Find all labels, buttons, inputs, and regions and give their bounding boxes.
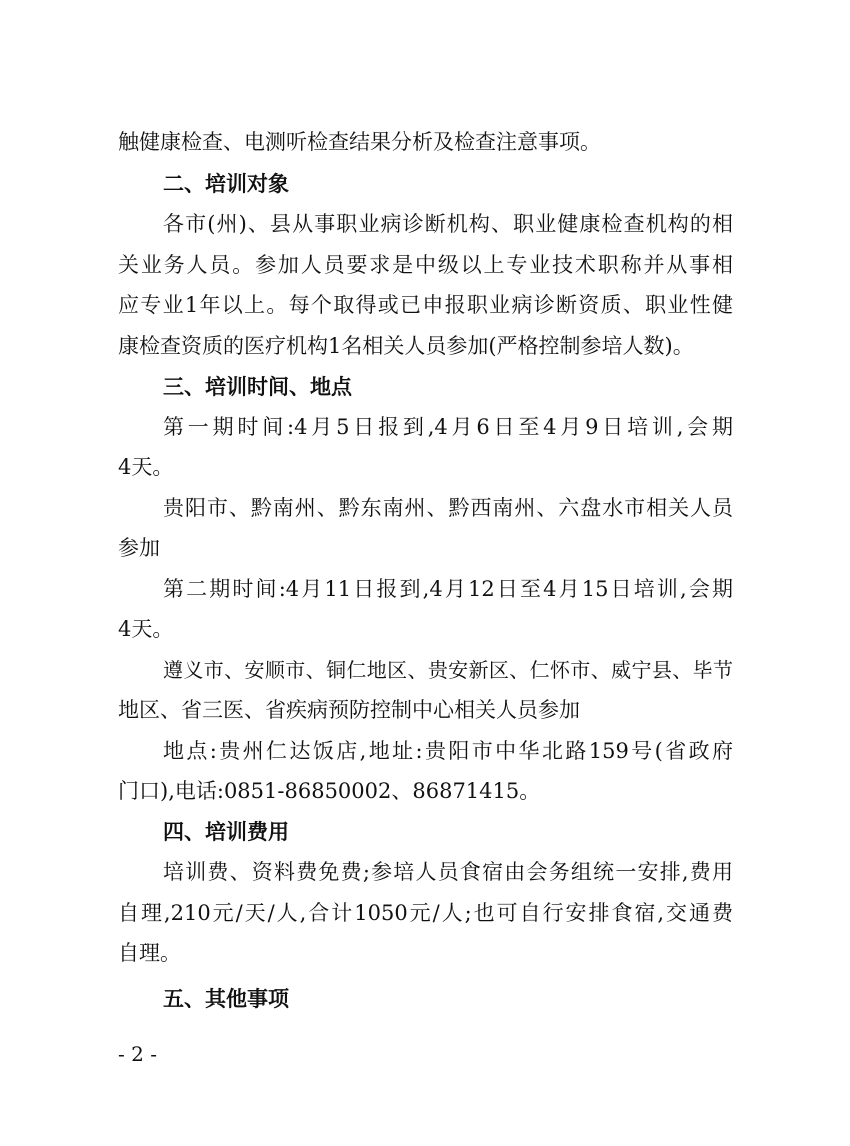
body-text-line: 各市(州)、县从事职业病诊断机构、职业健康检查机构的相 xyxy=(163,212,733,236)
body-text-line: 康检查资质的医疗机构1名相关人员参加(严格控制参培人数)。 xyxy=(118,334,694,358)
section-heading-time-location: 三、培训时间、地点 xyxy=(163,375,352,399)
body-text-line: 地区、省三医、省疾病预防控制中心相关人员参加 xyxy=(118,698,580,722)
body-text-line: 自理。 xyxy=(118,941,181,965)
section-heading-training-fees: 四、培训费用 xyxy=(163,820,289,844)
body-text-line: 参加 xyxy=(118,536,160,560)
body-text-line: 4天。 xyxy=(118,617,174,641)
body-text-line: 第一期时间:4月5日报到,4月6日至4月9日培训,会期 xyxy=(163,415,733,439)
body-text-line: 遵义市、安顺市、铜仁地区、贵安新区、仁怀市、威宁县、毕节 xyxy=(163,658,733,682)
page-number: - 2 - xyxy=(118,1042,157,1066)
body-text-line: 4天。 xyxy=(118,455,174,479)
body-text-line: 第二期时间:4月11日报到,4月12日至4月15日培训,会期 xyxy=(163,577,733,601)
section-heading-other-matters: 五、其他事项 xyxy=(163,987,289,1011)
body-text-line: 培训费、资料费免费;参培人员食宿由会务组统一安排,费用 xyxy=(163,860,733,884)
body-text-line: 触健康检查、电测听检查结果分析及检查注意事项。 xyxy=(118,130,601,154)
body-text-line: 地点:贵州仁达饭店,地址:贵阳市中华北路159号(省政府 xyxy=(163,739,733,763)
body-text-line: 应专业1年以上。每个取得或已申报职业病诊断资质、职业性健 xyxy=(118,293,733,317)
section-heading-training-targets: 二、培训对象 xyxy=(163,172,289,196)
body-text-line: 贵阳市、黔南州、黔东南州、黔西南州、六盘水市相关人员 xyxy=(163,496,733,520)
body-text-line: 门口),电话:0851-86850002、86871415。 xyxy=(118,779,541,803)
body-text-line: 自理,210元/天/人,合计1050元/人;也可自行安排食宿,交通费 xyxy=(118,901,733,925)
body-text-line: 关业务人员。参加人员要求是中级以上专业技术职称并从事相 xyxy=(118,253,733,277)
